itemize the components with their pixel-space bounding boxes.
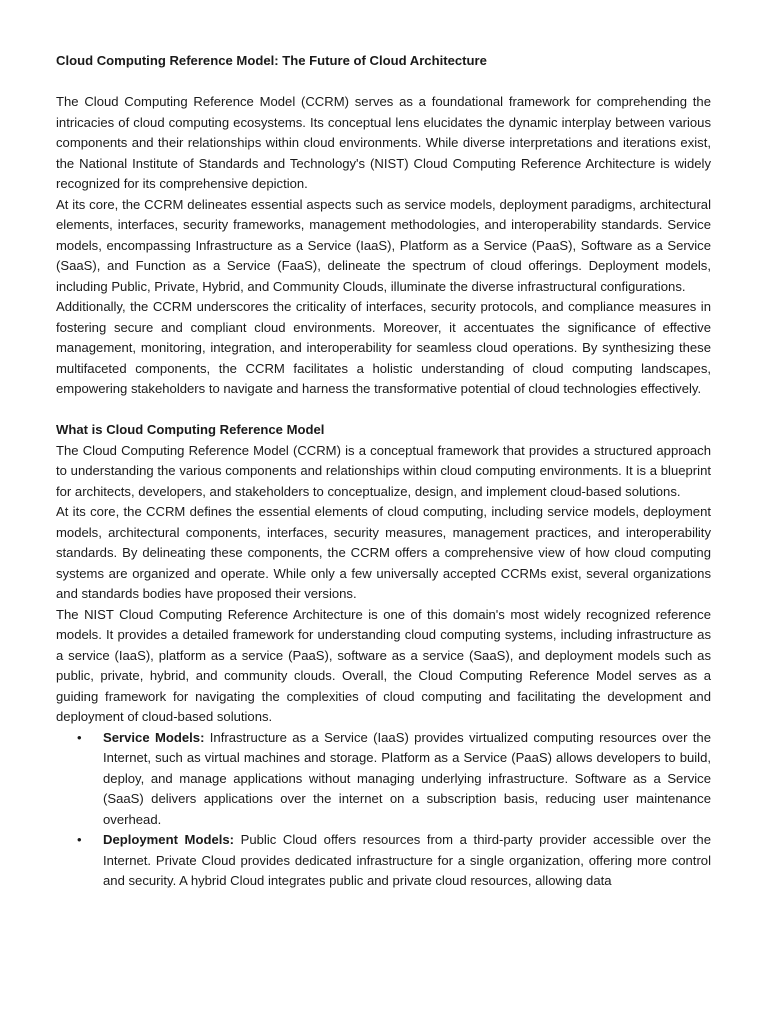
intro-paragraph: The Cloud Computing Reference Model (CCRM) serves as a foundational framework for comprehending the intricacies of cloud computing ecosystems. Its conceptual lens elucidates the dynamic interplay between various components and their relationships within cloud environments. While diverse interpretations and iterations exist, the National Institute of Standards and Technology's (NIST) Cloud Computing Reference Architecture is widely recognized for its comprehensive depiction. [56, 94, 711, 191]
section-heading: What is Cloud Computing Reference Model [56, 422, 325, 437]
bullet-lead: Deployment Models: [103, 832, 235, 847]
document-page [56, 51, 711, 892]
bullet-dot-icon: • [77, 832, 82, 847]
document-title: Cloud Computing Reference Model: The Future of Cloud Architecture [56, 53, 487, 68]
intro-paragraph: At its core, the CCRM delineates essential aspects such as service models, deployment paradigms, architectural elements, interfaces, security frameworks, management methodologies, and interoperability standards. Service models, encompassing Infrastructure as a Service (IaaS), Platform as a Service (PaaS), Software as a Service (SaaS), and Function as a Service (FaaS), delineate the spectrum of cloud offerings. Deployment models, including Public, Private, Hybrid, and Community Clouds, illuminate the diverse infrastructural configurations. [56, 196, 711, 294]
section-paragraph: The Cloud Computing Reference Model (CCRM) is a conceptual framework that provides a structured approach to understanding the various components and relationships within cloud computing environments. It is a blueprint for architects, developers, and stakeholders to conceptualize, design, and implement cloud-based solutions. [56, 442, 711, 499]
bullet-list [56, 728, 711, 892]
list-item [56, 830, 711, 892]
section-paragraph: The NIST Cloud Computing Reference Architecture is one of this domain's most widely recognized reference models. It provides a detailed framework for understanding cloud computing systems, including infrastructure as a service (IaaS), platform as a service (PaaS), software as a service (SaaS), and deployment models such as public, private, hybrid, and community clouds. Overall, the Cloud Computing Reference Model serves as a guiding framework for navigating the complexities of cloud computing and facilitating the development and deployment of cloud-based solutions. [56, 606, 711, 724]
list-item [56, 728, 711, 831]
bullet-dot-icon: • [77, 729, 82, 745]
bullet-text: Public Cloud offers resources from a third-party provider accessible over the Internet. Private Cloud provides dedicated infrastructure for a single organization, offering more control and security. A hybrid Cloud integrates public and private cloud resources, allowing data [103, 832, 711, 888]
bullet-text: Infrastructure as a Service (IaaS) provides virtualized computing resources over the Internet, such as virtual machines and storage. Platform as a Service (PaaS) allows developers to build, deploy, and manage applications without managing underlying infrastructure. Software as a Service (SaaS) delivers applications over the internet on a subscription basis, reducing user maintenance overhead. [103, 729, 711, 827]
intro-paragraph: Additionally, the CCRM underscores the criticality of interfaces, security protocols, and compliance measures in fostering secure and compliant cloud environments. Moreover, it accentuates the significance of effective management, monitoring, integration, and interoperability for seamless cloud operations. By synthesizing these multifaceted components, the CCRM facilitates a holistic understanding of cloud computing landscapes, empowering stakeholders to navigate and harness the transformative potential of cloud technologies effectively. [56, 299, 711, 396]
section-paragraph: At its core, the CCRM defines the essential elements of cloud computing, including service models, deployment models, architectural components, interfaces, security measures, management practices, and interoperability standards. By delineating these components, the CCRM offers a comprehensive view of how cloud computing systems are organized and operate. While only a few universally accepted CCRMs exist, several organizations and standards bodies have proposed their versions. [56, 504, 711, 601]
bullet-lead: Service Models: [103, 729, 205, 745]
